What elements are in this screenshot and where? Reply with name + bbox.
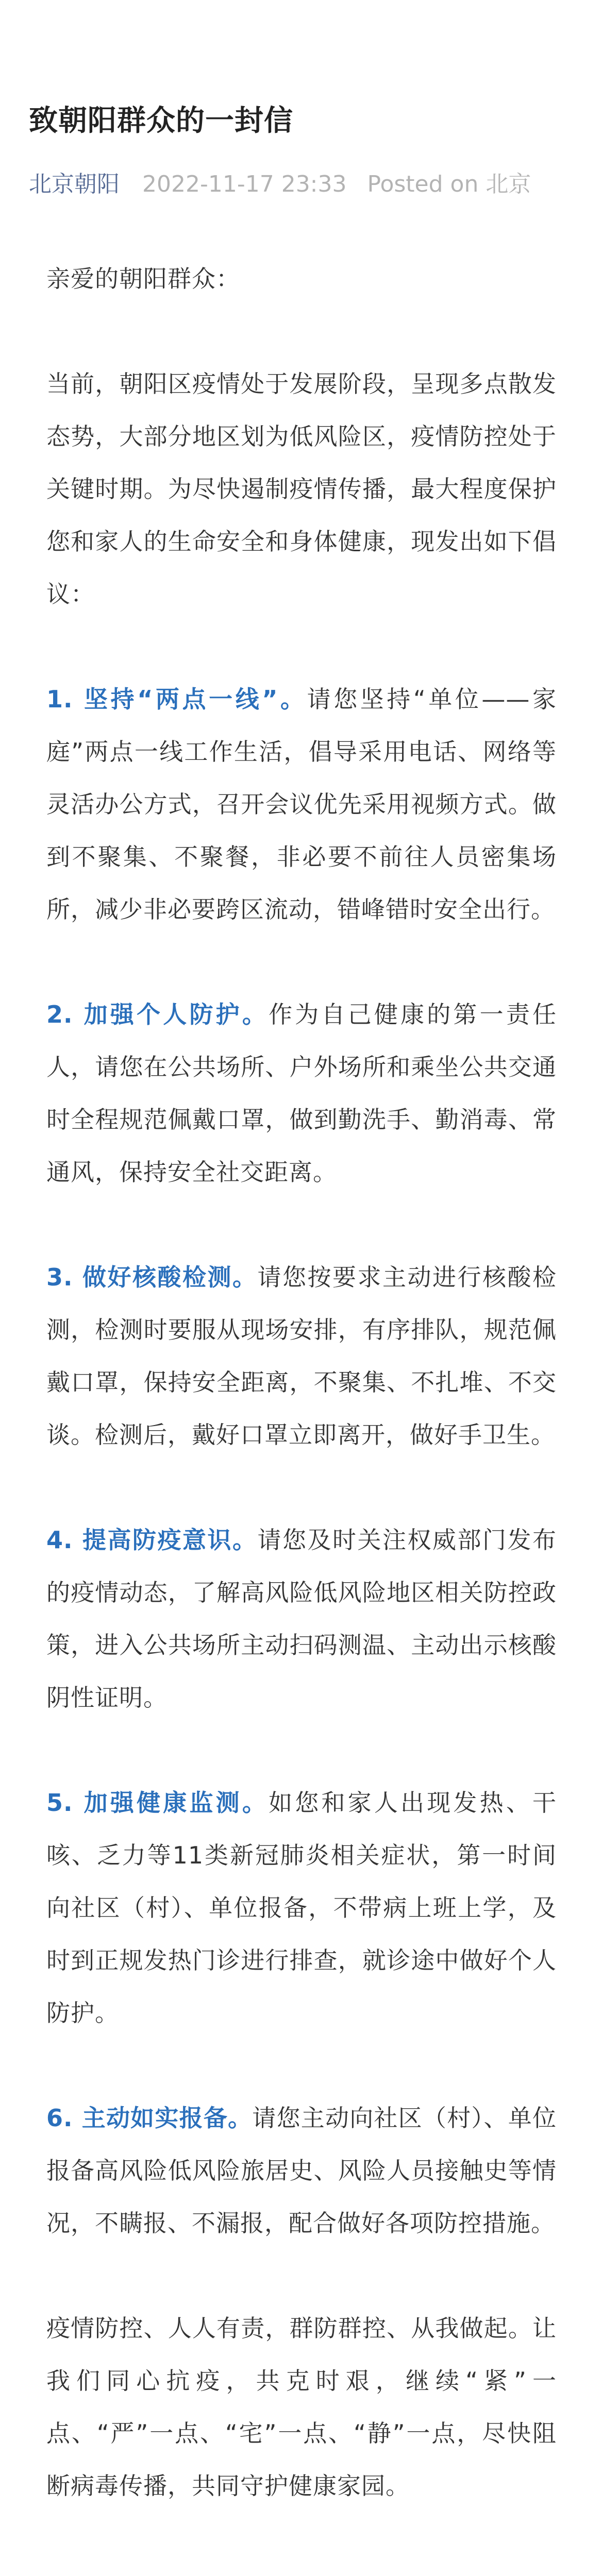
article-body — [46, 252, 557, 2576]
proposal-item — [46, 673, 557, 936]
publish-time: 2022-11-17 23:33 — [142, 171, 347, 197]
proposal-text: 请您主动向社区（村）、单位报备高风险低风险旅居史、风险人员接触史等情况，不瞒报、不漏报，配合做好各项防控措施。 — [46, 2104, 557, 2237]
proposal-item — [46, 2092, 557, 2249]
proposal-text: 如您和家人出现发热、干咳、乏力等11类新冠肺炎相关症状，第一时间向社区（村）、单位报备，不带病上班上学，及时到正规发热门诊进行排查，就诊途中做好个人防护。 — [46, 1789, 557, 2027]
proposal-text: 作为自己健康的第一责任人，请您在公共场所、户外场所和乘坐公共交通时全程规范佩戴口罩，做到勤洗手、勤消毒、常通风，保持安全社交距离。 — [46, 1001, 557, 1186]
proposal-heading: 6. 主动如实报备。 — [46, 2104, 253, 2132]
proposal-item — [46, 1514, 557, 1724]
proposal-heading: 3. 做好核酸检测。 — [46, 1263, 258, 1291]
article-meta — [29, 169, 573, 200]
proposal-item — [46, 1251, 557, 1461]
article-title: 致朝阳群众的一封信 — [29, 104, 293, 138]
proposal-item — [46, 1776, 557, 2039]
thanks-paragraph — [46, 2565, 557, 2576]
article-header — [0, 0, 602, 200]
publish-location: Posted on 北京 — [367, 171, 531, 197]
proposal-item — [46, 988, 557, 1198]
proposal-text: 请您坚持“单位——家庭”两点一线工作生活，倡导采用电话、网络等灵活办公方式，召开会议优先采用视频方式。做到不聚集、不聚餐，非必要不前往人员密集场所，减少非必要跨区流动，错峰错时安全出行。 — [46, 685, 557, 923]
proposal-text: 请您按要求主动进行核酸检测，检测时要服从现场安排，有序排队，规范佩戴口罩，保持安全距离，不聚集、不扎堆、不交谈。检测后，戴好口罩立即离开，做好手卫生。 — [46, 1263, 557, 1449]
call-to-action-paragraph: 疫情防控、人人有责，群防群控、从我做起。让我们同心抗疫，共克时艰，继续“紧”一点、“严”一点、“宅”一点、“静”一点，尽快阻断病毒传播，共同守护健康家园。 — [46, 2314, 557, 2500]
proposal-heading: 1. 坚持“两点一线”。 — [46, 685, 307, 713]
proposal-heading: 2. 加强个人防护。 — [46, 1001, 269, 1028]
proposal-heading: 4. 提高防疫意识。 — [46, 1526, 258, 1554]
greeting: 亲爱的朝阳群众： — [46, 265, 240, 293]
proposal-heading: 5. 加强健康监测。 — [46, 1789, 269, 1817]
intro-paragraph: 当前，朝阳区疫情处于发展阶段，呈现多点散发态势，大部分地区划为低风险区，疫情防控处于关键时期。为尽快遏制疫情传播，最大程度保护您和家人的生命安全和身体健康，现发出如下倡议： — [46, 370, 557, 608]
proposal-text: 请您及时关注权威部门发布的疫情动态，了解高风险低风险地区相关防控政策，进入公共场所主动扫码测温、主动出示核酸阴性证明。 — [46, 1526, 557, 1711]
account-name-link[interactable]: 北京朝阳 — [29, 171, 120, 197]
